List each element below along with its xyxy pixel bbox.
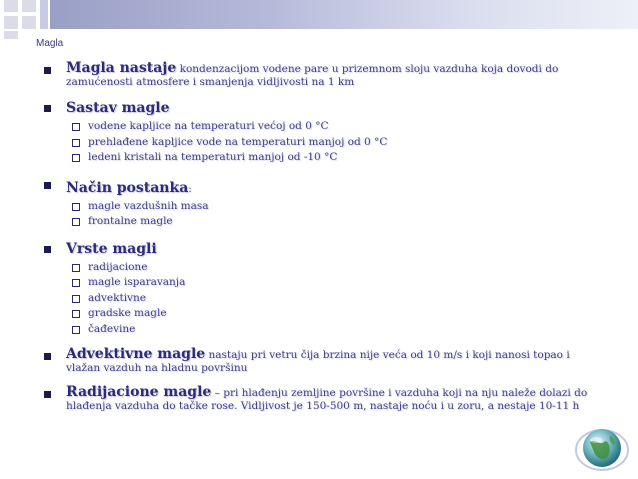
hollow-square-bullet-icon [72, 218, 80, 226]
bullet-heading: Radijacione magle [66, 384, 212, 400]
hollow-square-bullet-icon [72, 295, 80, 303]
sub-item-text: magle isparavanja [88, 276, 186, 288]
hollow-square-bullet-icon [72, 326, 80, 334]
bullet-heading: Advektivne magle [66, 346, 206, 362]
bullet-text [66, 62, 604, 76]
sub-list-item [66, 291, 604, 307]
hollow-square-bullet-icon [72, 310, 80, 318]
heading-colon: : [188, 182, 192, 195]
bullet-body: nastaju pri vetru čija brzina nije veća od 10 m/s i koji nanosi topao i [205, 349, 570, 361]
sub-list-item [66, 199, 604, 215]
hollow-square-bullet-icon [72, 264, 80, 272]
bullet-heading-row [66, 177, 604, 196]
hollow-square-bullet-icon [72, 123, 80, 131]
sub-list-item [66, 150, 604, 166]
sub-item-text: gradske magle [88, 307, 167, 319]
sub-list-item [66, 260, 604, 276]
sub-item-text: frontalne magle [88, 215, 173, 227]
sub-item-text: advektivne [88, 291, 146, 304]
hollow-square-bullet-icon [72, 139, 80, 147]
header-gradient-bar [50, 0, 638, 29]
bullet-body-line2: zamućenosti atmosfere i smanjenja vidljivosti na 1 km [66, 76, 355, 88]
hollow-square-bullet-icon [72, 203, 80, 211]
bullet-heading: Vrste magli [66, 240, 157, 257]
sub-list [66, 199, 604, 230]
square-bullet-icon [44, 353, 51, 360]
sub-list [66, 119, 604, 166]
deco-square [22, 0, 36, 12]
deco-square [22, 16, 36, 29]
bullet-text [66, 348, 604, 362]
sub-list-item [66, 214, 604, 230]
deco-square [40, 0, 48, 29]
bullet-item-radijacione-magle [44, 386, 604, 412]
square-bullet-icon [44, 391, 51, 398]
bullet-body-line2: vlažan vazduh na hladnu površinu [66, 362, 248, 374]
square-bullet-icon [44, 105, 51, 112]
bullet-body: – pri hlađenju zemljine površine i vazduha koji na nju naleže dolazi do [211, 387, 588, 399]
bullet-item-nacin-postanka [44, 177, 604, 230]
sub-item-text: prehlađene kapljice vode na temperaturi manjoj od 0 °C [88, 135, 388, 148]
sub-list-item [66, 275, 604, 291]
sub-list-item [66, 306, 604, 322]
sub-item-text: magle vazdušnih masa [88, 199, 209, 212]
sub-list-item [66, 322, 604, 338]
square-bullet-icon [44, 67, 51, 74]
bullet-heading: Sastav magle [66, 100, 170, 116]
square-bullet-icon [44, 182, 51, 189]
sub-item-text: radijacione [88, 260, 148, 273]
bullet-heading: Način postanka [66, 179, 189, 196]
square-bullet-icon [44, 246, 51, 253]
bullet-item-sastav-magle [44, 100, 604, 166]
slide-content [44, 62, 604, 423]
slide-title: Magla [36, 38, 64, 49]
globe-icon [574, 420, 630, 476]
sub-list-item [66, 119, 604, 135]
bullet-body: kondenzacijom vodene pare u prizemnom sloju vazduha koja dovodi do [176, 63, 559, 75]
hollow-square-bullet-icon [72, 154, 80, 162]
sub-item-text: vodene kapljice na temperaturi većoj od 0 °C [88, 120, 329, 132]
sub-item-text: čađevine [88, 322, 136, 335]
sub-list [66, 260, 604, 338]
bullet-item-magla-nastaje [44, 62, 604, 89]
header-decoration [0, 0, 638, 40]
bullet-heading: Magla nastaje [66, 60, 177, 76]
deco-square [4, 31, 18, 39]
hollow-square-bullet-icon [72, 279, 80, 287]
bullet-item-advektivne-magle [44, 348, 604, 375]
deco-square [4, 16, 18, 29]
sub-item-text: ledeni kristali na temperaturi manjoj od -10 °C [88, 151, 338, 163]
bullet-item-vrste-magli [44, 241, 604, 338]
sub-list-item [66, 135, 604, 151]
bullet-body-line2: hlađenja vazduha do tačke rose. Vidljivost je 150-500 m, nastaje noću i u zoru, a nestaje 10-11 h [66, 400, 580, 412]
bullet-text [66, 386, 604, 400]
deco-square [4, 0, 18, 12]
